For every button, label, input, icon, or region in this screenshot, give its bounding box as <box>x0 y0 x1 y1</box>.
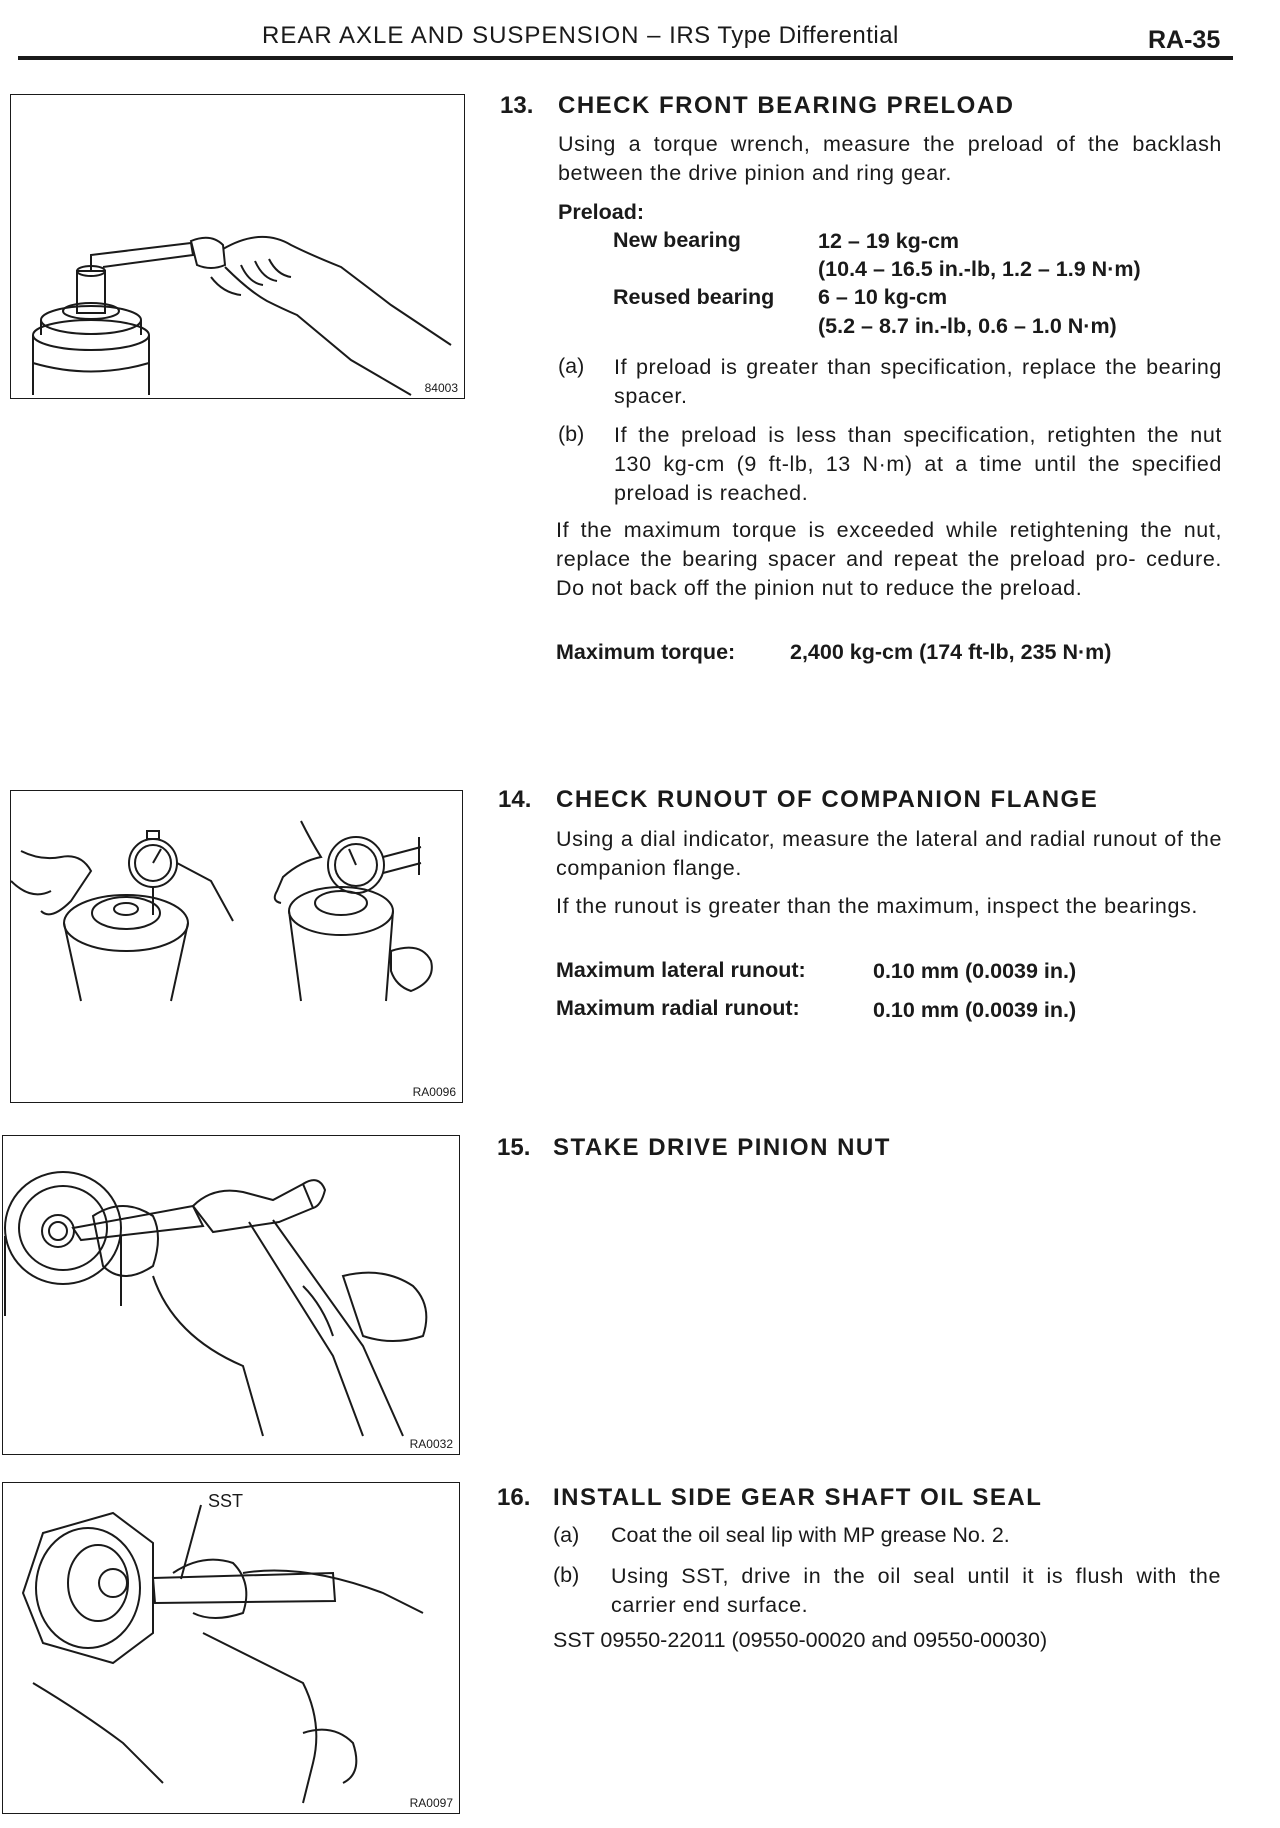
text-line: Using SST, drive in the oil seal until it is flush with <box>611 1564 1177 1588</box>
step-16-number: 16. <box>497 1484 531 1511</box>
substep-16a: Coat the oil seal lip with MP grease No. 2. <box>611 1523 1010 1547</box>
text-line: specified preload is reached. <box>614 452 1222 505</box>
text-line: Using a dial indicator, measure the lateral and radial <box>556 827 1086 851</box>
substep-b-marker: (b) <box>553 1563 580 1587</box>
max-lateral-runout-value: 0.10 mm (0.0039 in.) <box>873 959 1077 983</box>
reused-bearing-value: 6 – 10 kg-cm <box>818 285 948 309</box>
step-13-note <box>556 516 1222 603</box>
text-line: nut 130 kg-cm (9 ft-lb, 13 N·m) at a time until the <box>614 423 1222 476</box>
title-dash: – <box>647 22 662 49</box>
figure-dial-indicator <box>10 790 463 1103</box>
max-radial-runout-value: 0.10 mm (0.0039 in.) <box>873 998 1077 1022</box>
page-number: RA-35 <box>1148 26 1221 54</box>
step-16-heading: INSTALL SIDE GEAR SHAFT OIL SEAL <box>553 1484 1043 1511</box>
figure-oil-seal <box>2 1482 460 1814</box>
text-line: between the drive pinion and ring gear. <box>558 161 952 185</box>
text-line: bearings. <box>1104 894 1198 918</box>
text-line: Using a torque wrench, measure the preload of the backlash <box>558 132 1222 156</box>
new-bearing-label: New bearing <box>613 228 741 252</box>
step-13-heading: CHECK FRONT BEARING PRELOAD <box>558 92 1015 119</box>
max-torque-value: 2,400 kg-cm (174 ft-lb, 235 N·m) <box>790 640 1112 664</box>
reused-bearing-value-alt: (5.2 – 8.7 in.-lb, 0.6 – 1.0 N·m) <box>818 314 1117 338</box>
figure-torque-wrench <box>10 94 465 399</box>
text-line: preload. <box>999 576 1083 600</box>
substep-13b <box>614 421 1222 508</box>
step-15-number: 15. <box>497 1134 531 1161</box>
substep-a-marker: (a) <box>553 1523 580 1547</box>
substep-b-marker: (b) <box>558 422 585 446</box>
step-14-heading: CHECK RUNOUT OF COMPANION FLANGE <box>556 786 1099 813</box>
text-line: the carrier end surface. <box>611 1564 1222 1617</box>
text-line: If the preload is less than specification, retighten the <box>614 423 1180 447</box>
reused-bearing-label: Reused bearing <box>613 285 775 309</box>
substep-16b <box>611 1562 1221 1620</box>
text-line: If preload is greater than specification, replace the <box>614 355 1138 379</box>
header-rule <box>18 56 1233 60</box>
text-line: cedure. Do not back off the pinion nut to reduce the <box>556 547 1222 600</box>
step-14-intro <box>556 825 1222 883</box>
new-bearing-value-alt: (10.4 – 16.5 in.-lb, 1.2 – 1.9 N·m) <box>818 257 1141 281</box>
figure-code: RA0097 <box>409 1796 453 1810</box>
figure-staking-nut <box>2 1135 460 1455</box>
sst-callout-label: SST <box>208 1491 244 1511</box>
step-14-note <box>556 892 1222 921</box>
section-subtitle: IRS Type Differential <box>669 22 899 49</box>
text-line: runout of the companion flange. <box>556 827 1223 880</box>
step-13-intro <box>558 130 1222 188</box>
step-13-number: 13. <box>500 92 534 119</box>
figure-code: RA0096 <box>412 1085 456 1099</box>
section-title-main: REAR AXLE AND SUSPENSION <box>262 22 640 49</box>
new-bearing-value: 12 – 19 kg-cm <box>818 229 960 253</box>
preload-label: Preload: <box>558 200 645 224</box>
substep-13a <box>614 353 1222 411</box>
max-radial-runout-label: Maximum radial runout: <box>556 996 800 1020</box>
figure-code: 84003 <box>424 381 458 395</box>
substep-a-marker: (a) <box>558 354 585 378</box>
max-torque-label: Maximum torque: <box>556 640 736 664</box>
step-14-number: 14. <box>498 786 532 813</box>
text-line: nut, replace the bearing spacer and repeat the preload pro- <box>556 518 1223 571</box>
step-15-heading: STAKE DRIVE PINION NUT <box>553 1134 891 1161</box>
figure-code: RA0032 <box>409 1437 453 1451</box>
text-line: If the runout is greater than the maximum, inspect the <box>556 894 1098 918</box>
text-line: bearing spacer. <box>614 355 1222 408</box>
max-lateral-runout-label: Maximum lateral runout: <box>556 958 806 982</box>
sst-part-numbers: SST 09550-22011 (09550-00020 and 09550-00030) <box>553 1628 1048 1652</box>
text-line: If the maximum torque is exceeded while retightening the <box>556 518 1173 542</box>
section-title <box>262 22 899 50</box>
